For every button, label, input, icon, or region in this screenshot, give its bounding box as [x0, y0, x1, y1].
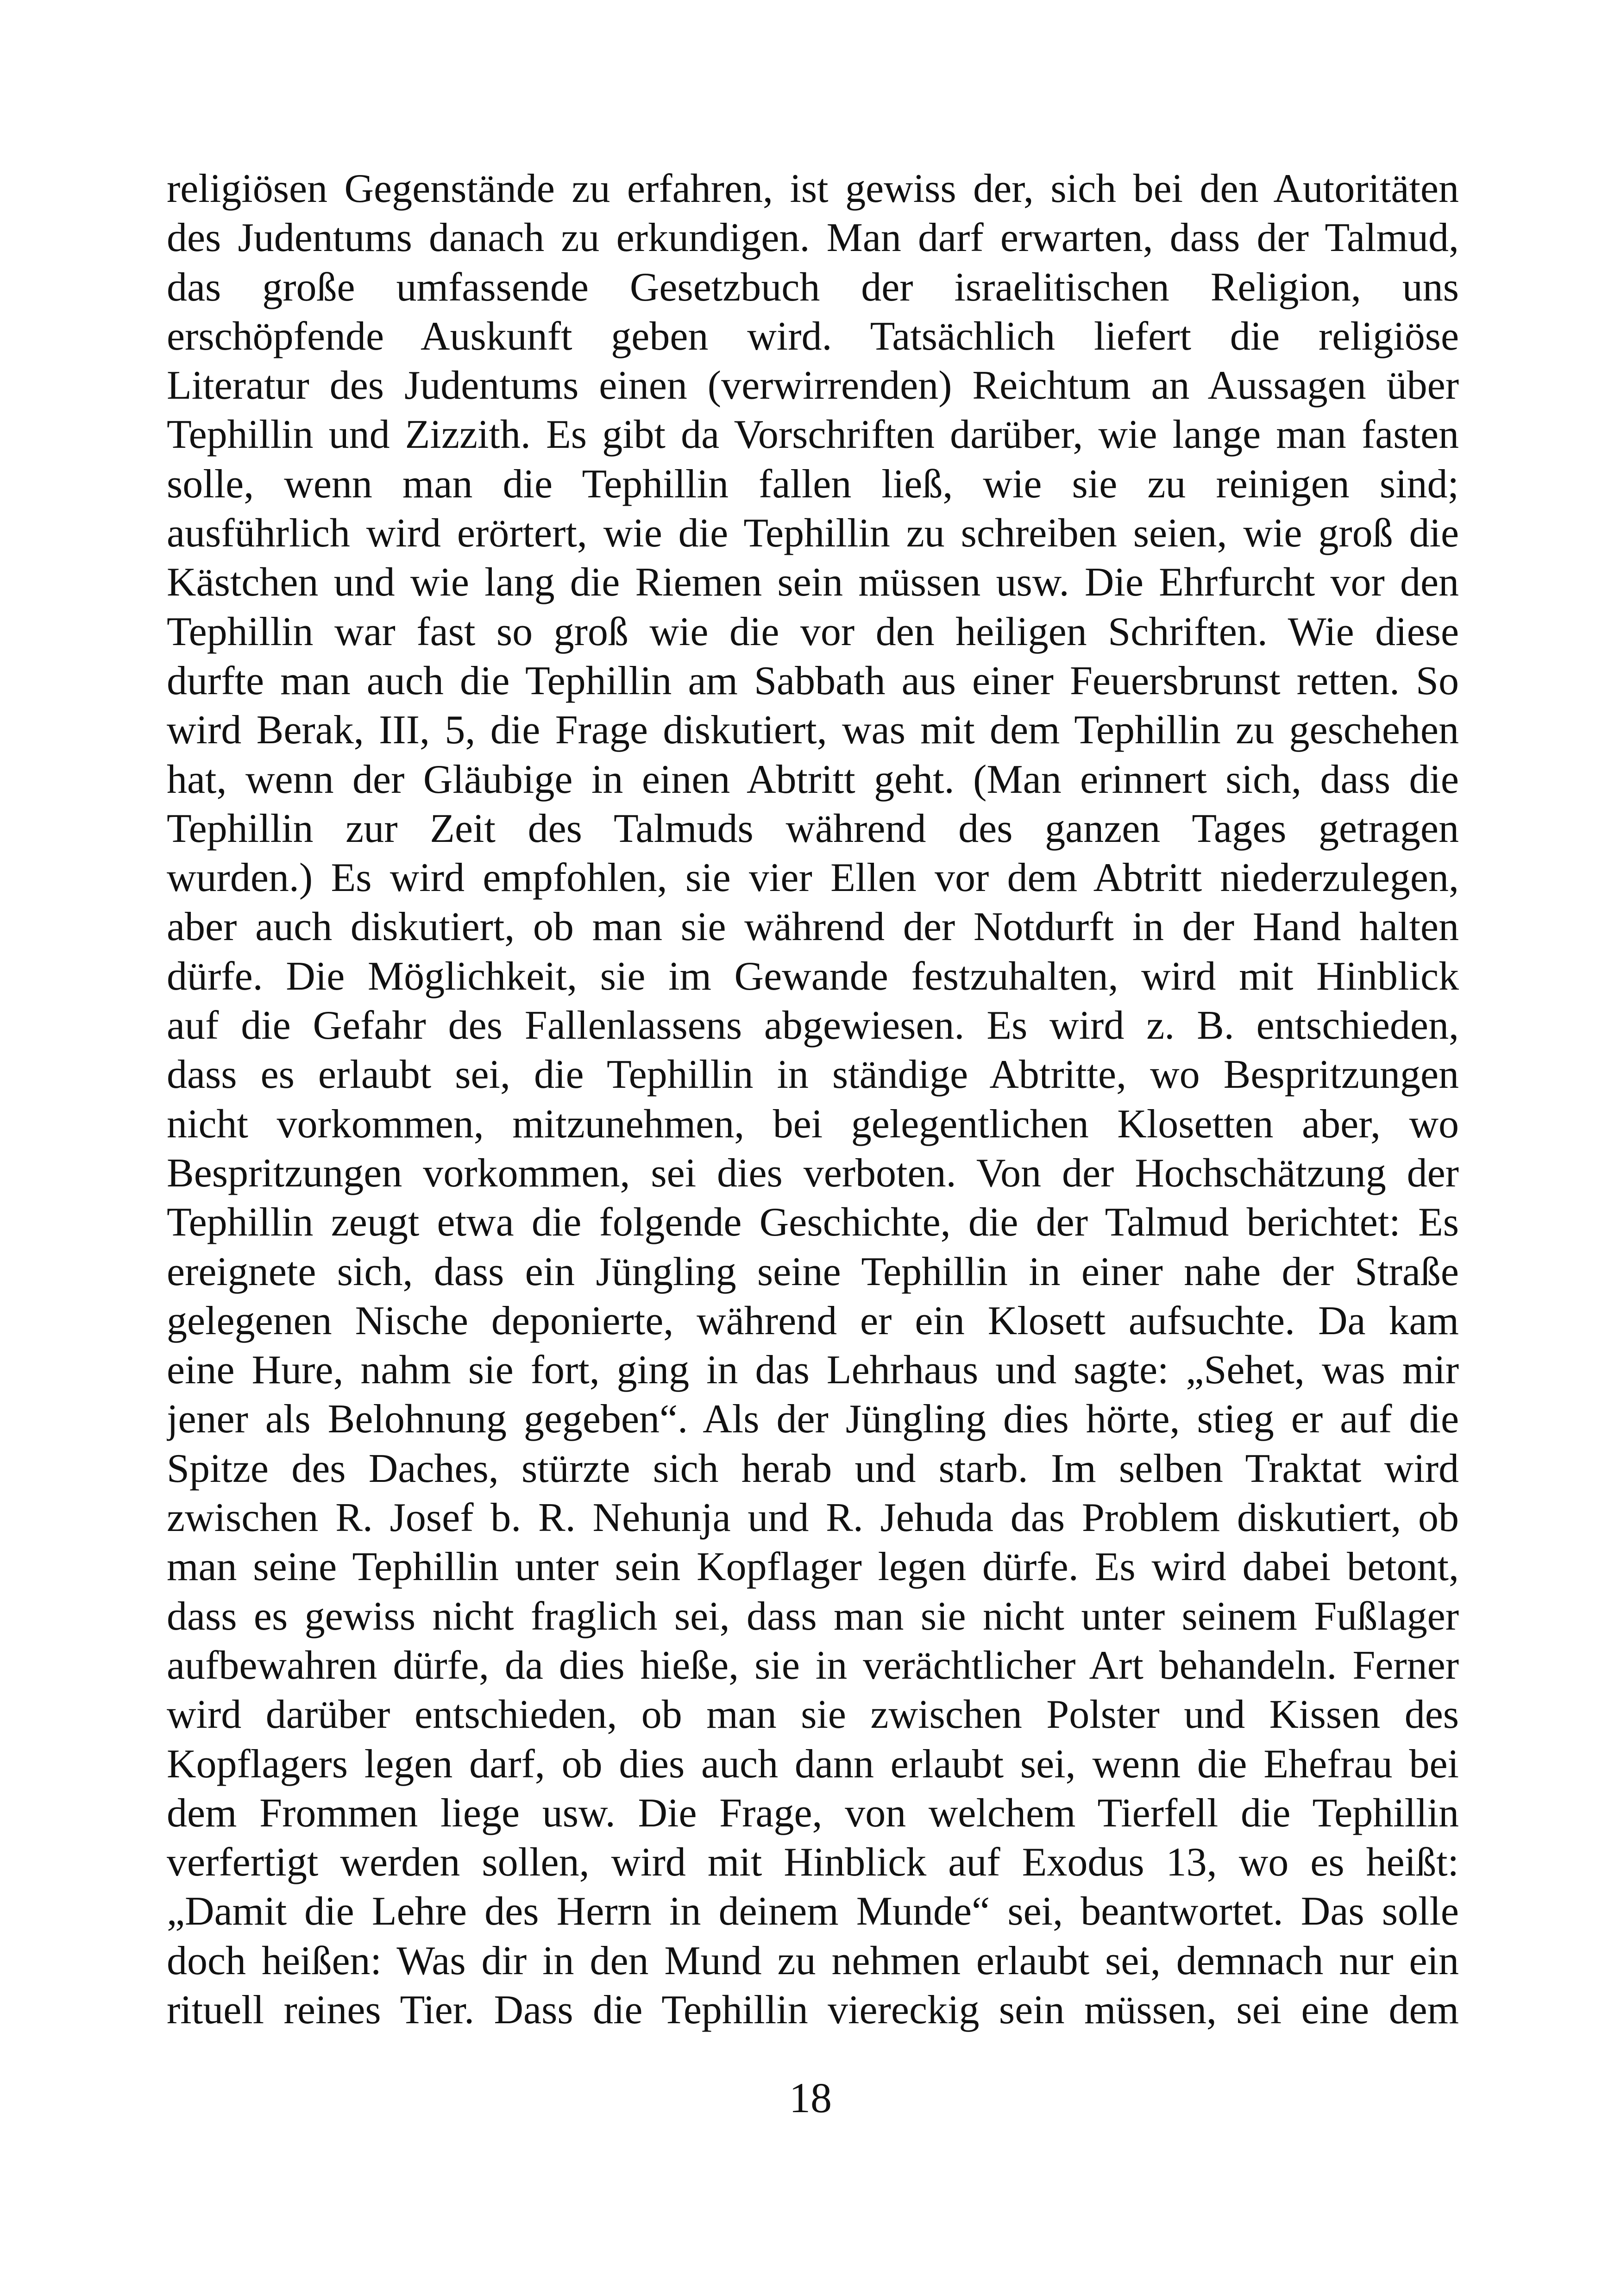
text-line: des Judentums danach zu erkundigen. Man darf erwarten, dass der Talmud,: [167, 215, 1459, 261]
text-line: dürfe. Die Möglichkeit, sie im Gewande festzuhalten, wird mit Hinblick: [167, 954, 1459, 999]
page-number: 18: [789, 2074, 832, 2121]
text-line: ausführlich wird erörtert, wie die Tephillin zu schreiben seien, wie groß die: [167, 511, 1459, 556]
text-line: das große umfassende Gesetzbuch der israelitischen Religion, uns: [167, 264, 1459, 310]
text-line: erschöpfende Auskunft geben wird. Tatsächlich liefert die religiöse: [167, 314, 1459, 359]
text-line: religiösen Gegenstände zu erfahren, ist gewiss der, sich bei den Autoritäten: [167, 166, 1459, 211]
text-line: Tephillin war fast so groß wie die vor den heiligen Schriften. Wie diese: [167, 609, 1459, 654]
text-line: Tephillin und Zizzith. Es gibt da Vorschriften darüber, wie lange man fasten: [167, 412, 1459, 458]
text-line: Tephillin zur Zeit des Talmuds während des ganzen Tages getragen: [167, 806, 1459, 851]
text-line: hat, wenn der Gläubige in einen Abtritt geht. (Man erinnert sich, dass die: [167, 757, 1459, 802]
text-line: dass es gewiss nicht fraglich sei, dass man sie nicht unter seinem Fußlager: [167, 1593, 1459, 1639]
text-line: aufbewahren dürfe, da dies hieße, sie in verächtlicher Art behandeln. Ferner: [167, 1643, 1459, 1688]
text-line: dass es erlaubt sei, die Tephillin in ständige Abtritte, wo Bespritzungen: [167, 1052, 1459, 1098]
text-line: man seine Tephillin unter sein Kopflager legen dürfe. Es wird dabei betont,: [167, 1544, 1459, 1590]
text-line: doch heißen: Was dir in den Mund zu nehmen erlaubt sei, demnach nur ein: [167, 1938, 1459, 1983]
text-line: auf die Gefahr des Fallenlassens abgewiesen. Es wird z. B. entschieden,: [167, 1003, 1459, 1048]
text-line: Kästchen und wie lang die Riemen sein müssen usw. Die Ehrfurcht vor den: [167, 560, 1459, 605]
body-text: [167, 164, 1459, 2035]
text-line: aber auch diskutiert, ob man sie während der Notdurft in der Hand halten: [167, 904, 1459, 950]
text-line: wurden.) Es wird empfohlen, sie vier Ellen vor dem Abtritt niederzulegen,: [167, 855, 1459, 901]
text-line: Tephillin zeugt etwa die folgende Geschichte, die der Talmud berichtet: Es: [167, 1200, 1459, 1245]
text-line: durfte man auch die Tephillin am Sabbath aus einer Feuersbrunst retten. So: [167, 658, 1459, 703]
text-line: jener als Belohnung gegeben“. Als der Jüngling dies hörte, stieg er auf die: [167, 1397, 1459, 1442]
text-line: verfertigt werden sollen, wird mit Hinblick auf Exodus 13, wo es heißt:: [167, 1840, 1459, 1885]
text-line: rituell reines Tier. Dass die Tephillin viereckig sein müssen, sei eine dem: [167, 1987, 1459, 2033]
text-line: zwischen R. Josef b. R. Nehunja und R. Jehuda das Problem diskutiert, ob: [167, 1495, 1459, 1541]
text-line: nicht vorkommen, mitzunehmen, bei gelegentlichen Klosetten aber, wo: [167, 1101, 1459, 1147]
text-line: Bespritzungen vorkommen, sei dies verboten. Von der Hochschätzung der: [167, 1150, 1459, 1196]
text-line: solle, wenn man die Tephillin fallen ließ, wie sie zu reinigen sind;: [167, 461, 1459, 507]
text-line: wird darüber entschieden, ob man sie zwischen Polster und Kissen des: [167, 1692, 1459, 1738]
text-line: eine Hure, nahm sie fort, ging in das Lehrhaus und sagte: „Sehet, was mir: [167, 1348, 1459, 1393]
text-line: Literatur des Judentums einen (verwirrenden) Reichtum an Aussagen über: [167, 363, 1459, 408]
text-line: gelegenen Nische deponierte, während er ein Klosett aufsuchte. Da kam: [167, 1298, 1459, 1343]
text-line: „Damit die Lehre des Herrn in deinem Munde“ sei, beantwortet. Das solle: [167, 1889, 1459, 1934]
text-line: Kopflagers legen darf, ob dies auch dann erlaubt sei, wenn die Ehefrau bei: [167, 1741, 1459, 1787]
text-line: Spitze des Daches, stürzte sich herab und starb. Im selben Traktat wird: [167, 1446, 1459, 1491]
text-line: ereignete sich, dass ein Jüngling seine Tephillin in einer nahe der Straße: [167, 1249, 1459, 1294]
text-line: wird Berak, III, 5, die Frage diskutiert, was mit dem Tephillin zu geschehen: [167, 708, 1459, 753]
text-line: dem Frommen liege usw. Die Frage, von welchem Tierfell die Tephillin: [167, 1790, 1459, 1836]
